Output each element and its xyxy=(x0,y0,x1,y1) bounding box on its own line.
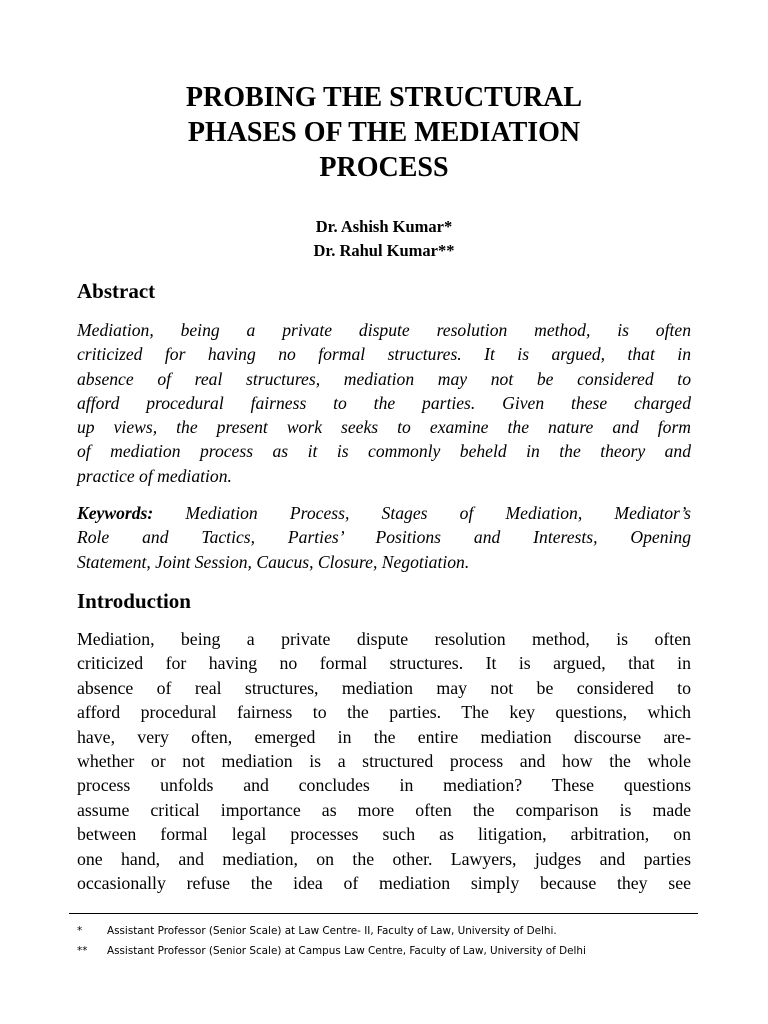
introduction-heading: Introduction xyxy=(77,589,191,613)
text-line: absence of real structures, mediation may not be considered to xyxy=(77,368,691,389)
title-line: PROBING THE STRUCTURAL xyxy=(185,82,583,113)
text-line: Mediation, being a private dispute resolution method, is often xyxy=(77,320,691,340)
title-line: PROCESS xyxy=(319,152,449,183)
footnote-mark: ** xyxy=(77,945,88,957)
author-name: Dr. Ashish Kumar* xyxy=(315,217,453,236)
keywords-paragraph xyxy=(77,501,691,574)
footnote xyxy=(77,921,697,941)
text-line: Role and Tactics, Parties’ Positions and Interests, Opening xyxy=(77,527,691,548)
paper-title xyxy=(77,80,691,185)
footnote-mark: * xyxy=(77,925,83,937)
footnotes xyxy=(77,921,697,961)
text-line: Statement, Joint Session, Caucus, Closure, Negotiation. xyxy=(77,551,470,572)
text-line: afford procedural fairness to the parties. The key questions, which xyxy=(77,702,691,723)
text-line: occasionally refuse the idea of mediation simply because they see xyxy=(77,873,691,894)
text-line: absence of real structures, mediation may not be considered to xyxy=(77,677,691,698)
footnote xyxy=(77,941,697,961)
author-name: Dr. Rahul Kumar** xyxy=(313,241,455,260)
text-line xyxy=(77,501,691,525)
abstract-paragraph xyxy=(77,318,691,488)
footnote-text: Assistant Professor (Senior Scale) at Law Centre- II, Faculty of Law, University of Delhi. xyxy=(107,925,557,937)
footnote-divider xyxy=(69,913,698,914)
paper-page xyxy=(77,0,691,1024)
title-line: PHASES OF THE MEDIATION xyxy=(187,117,581,148)
text-line: afford procedural fairness to the parties. Given these charged xyxy=(77,392,691,413)
keywords-text: Mediation Process, Stages of Mediation, Mediator’s xyxy=(153,503,691,523)
text-line: one hand, and mediation, on the other. Lawyers, judges and parties xyxy=(77,848,691,869)
abstract-heading: Abstract xyxy=(77,279,156,303)
text-line: up views, the present work seeks to examine the nature and form xyxy=(77,417,691,438)
author-list xyxy=(77,215,691,263)
text-line: practice of mediation. xyxy=(77,465,232,486)
footnote-text: Assistant Professor (Senior Scale) at Campus Law Centre, Faculty of Law, University of Delhi xyxy=(107,945,586,957)
text-line: criticized for having no formal structures. It is argued, that in xyxy=(77,344,691,365)
keywords-label: Keywords: xyxy=(77,503,154,523)
text-line: have, very often, emerged in the entire mediation discourse are- xyxy=(77,726,691,747)
text-line: assume critical importance as more often the comparison is made xyxy=(77,799,691,820)
text-line: whether or not mediation is a structured process and how the whole xyxy=(77,751,691,772)
introduction-paragraph xyxy=(77,627,691,895)
text-line: criticized for having no formal structures. It is argued, that in xyxy=(77,653,691,674)
text-line: process unfolds and concludes in mediation? These questions xyxy=(77,775,691,796)
text-line: between formal legal processes such as litigation, arbitration, on xyxy=(77,824,691,845)
text-line: of mediation process as it is commonly beheld in the theory and xyxy=(77,441,691,462)
text-line: Mediation, being a private dispute resolution method, is often xyxy=(77,629,691,649)
